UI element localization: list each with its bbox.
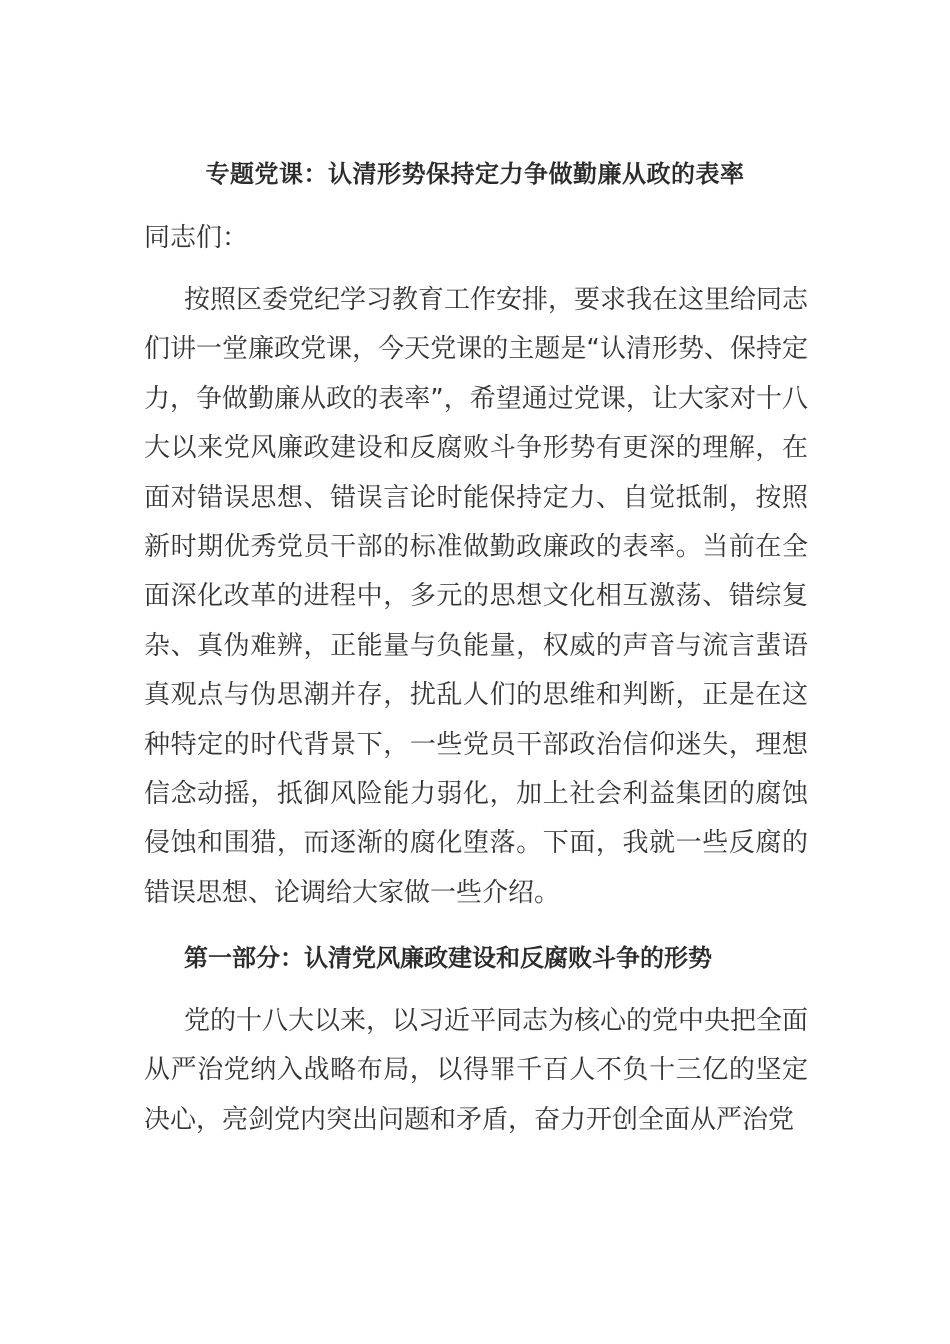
- body-paragraph-2: 党的十八大以来，以习近平同志为核心的党中央把全面从严治党纳入战略布局，以得罪千百人不负十三亿的坚定决心，亮剑党内突出问题和矛盾，奋力开创全面从严治党: [144, 1006, 809, 1135]
- body-paragraph-1: 按照区委党纪学习教育工作安排，要求我在这里给同志们讲一堂廉政党课，今天党课的主题是“认清形势、保持定力，争做勤廉从政的表率”，希望通过党课，让大家对十八大以来党风廉政建设和反腐败斗争形势有更深的理解，在面对错误思想、错误言论时能保持定力、自觉抵制，按照新时期优秀党员干部的标准做勤政廉政的表率。当前在全面深化改革的进程中，多元的思想文化相互激荡、错综复杂、真伪难辨，正能量与负能量，权威的声音与流言蜚语真观点与伪思潮并存，扰乱人们的思维和判断，正是在这种特定的时代背景下，一些党员干部政治信仰迷失，理想信念动摇，抵御风险能力弱化，加上社会利益集团的腐蚀侵蚀和围猎，而逐渐的腐化堕落。下面，我就一些反腐的错误思想、论调给大家做一些介绍。: [144, 285, 809, 908]
- section-heading: 第一部分：认清党风廉政建设和反腐败斗争的形势: [184, 944, 712, 972]
- salutation: 同志们：: [144, 223, 249, 253]
- document-title: 专题党课：认清形势保持定力争做勤廉从政的表率: [205, 160, 745, 188]
